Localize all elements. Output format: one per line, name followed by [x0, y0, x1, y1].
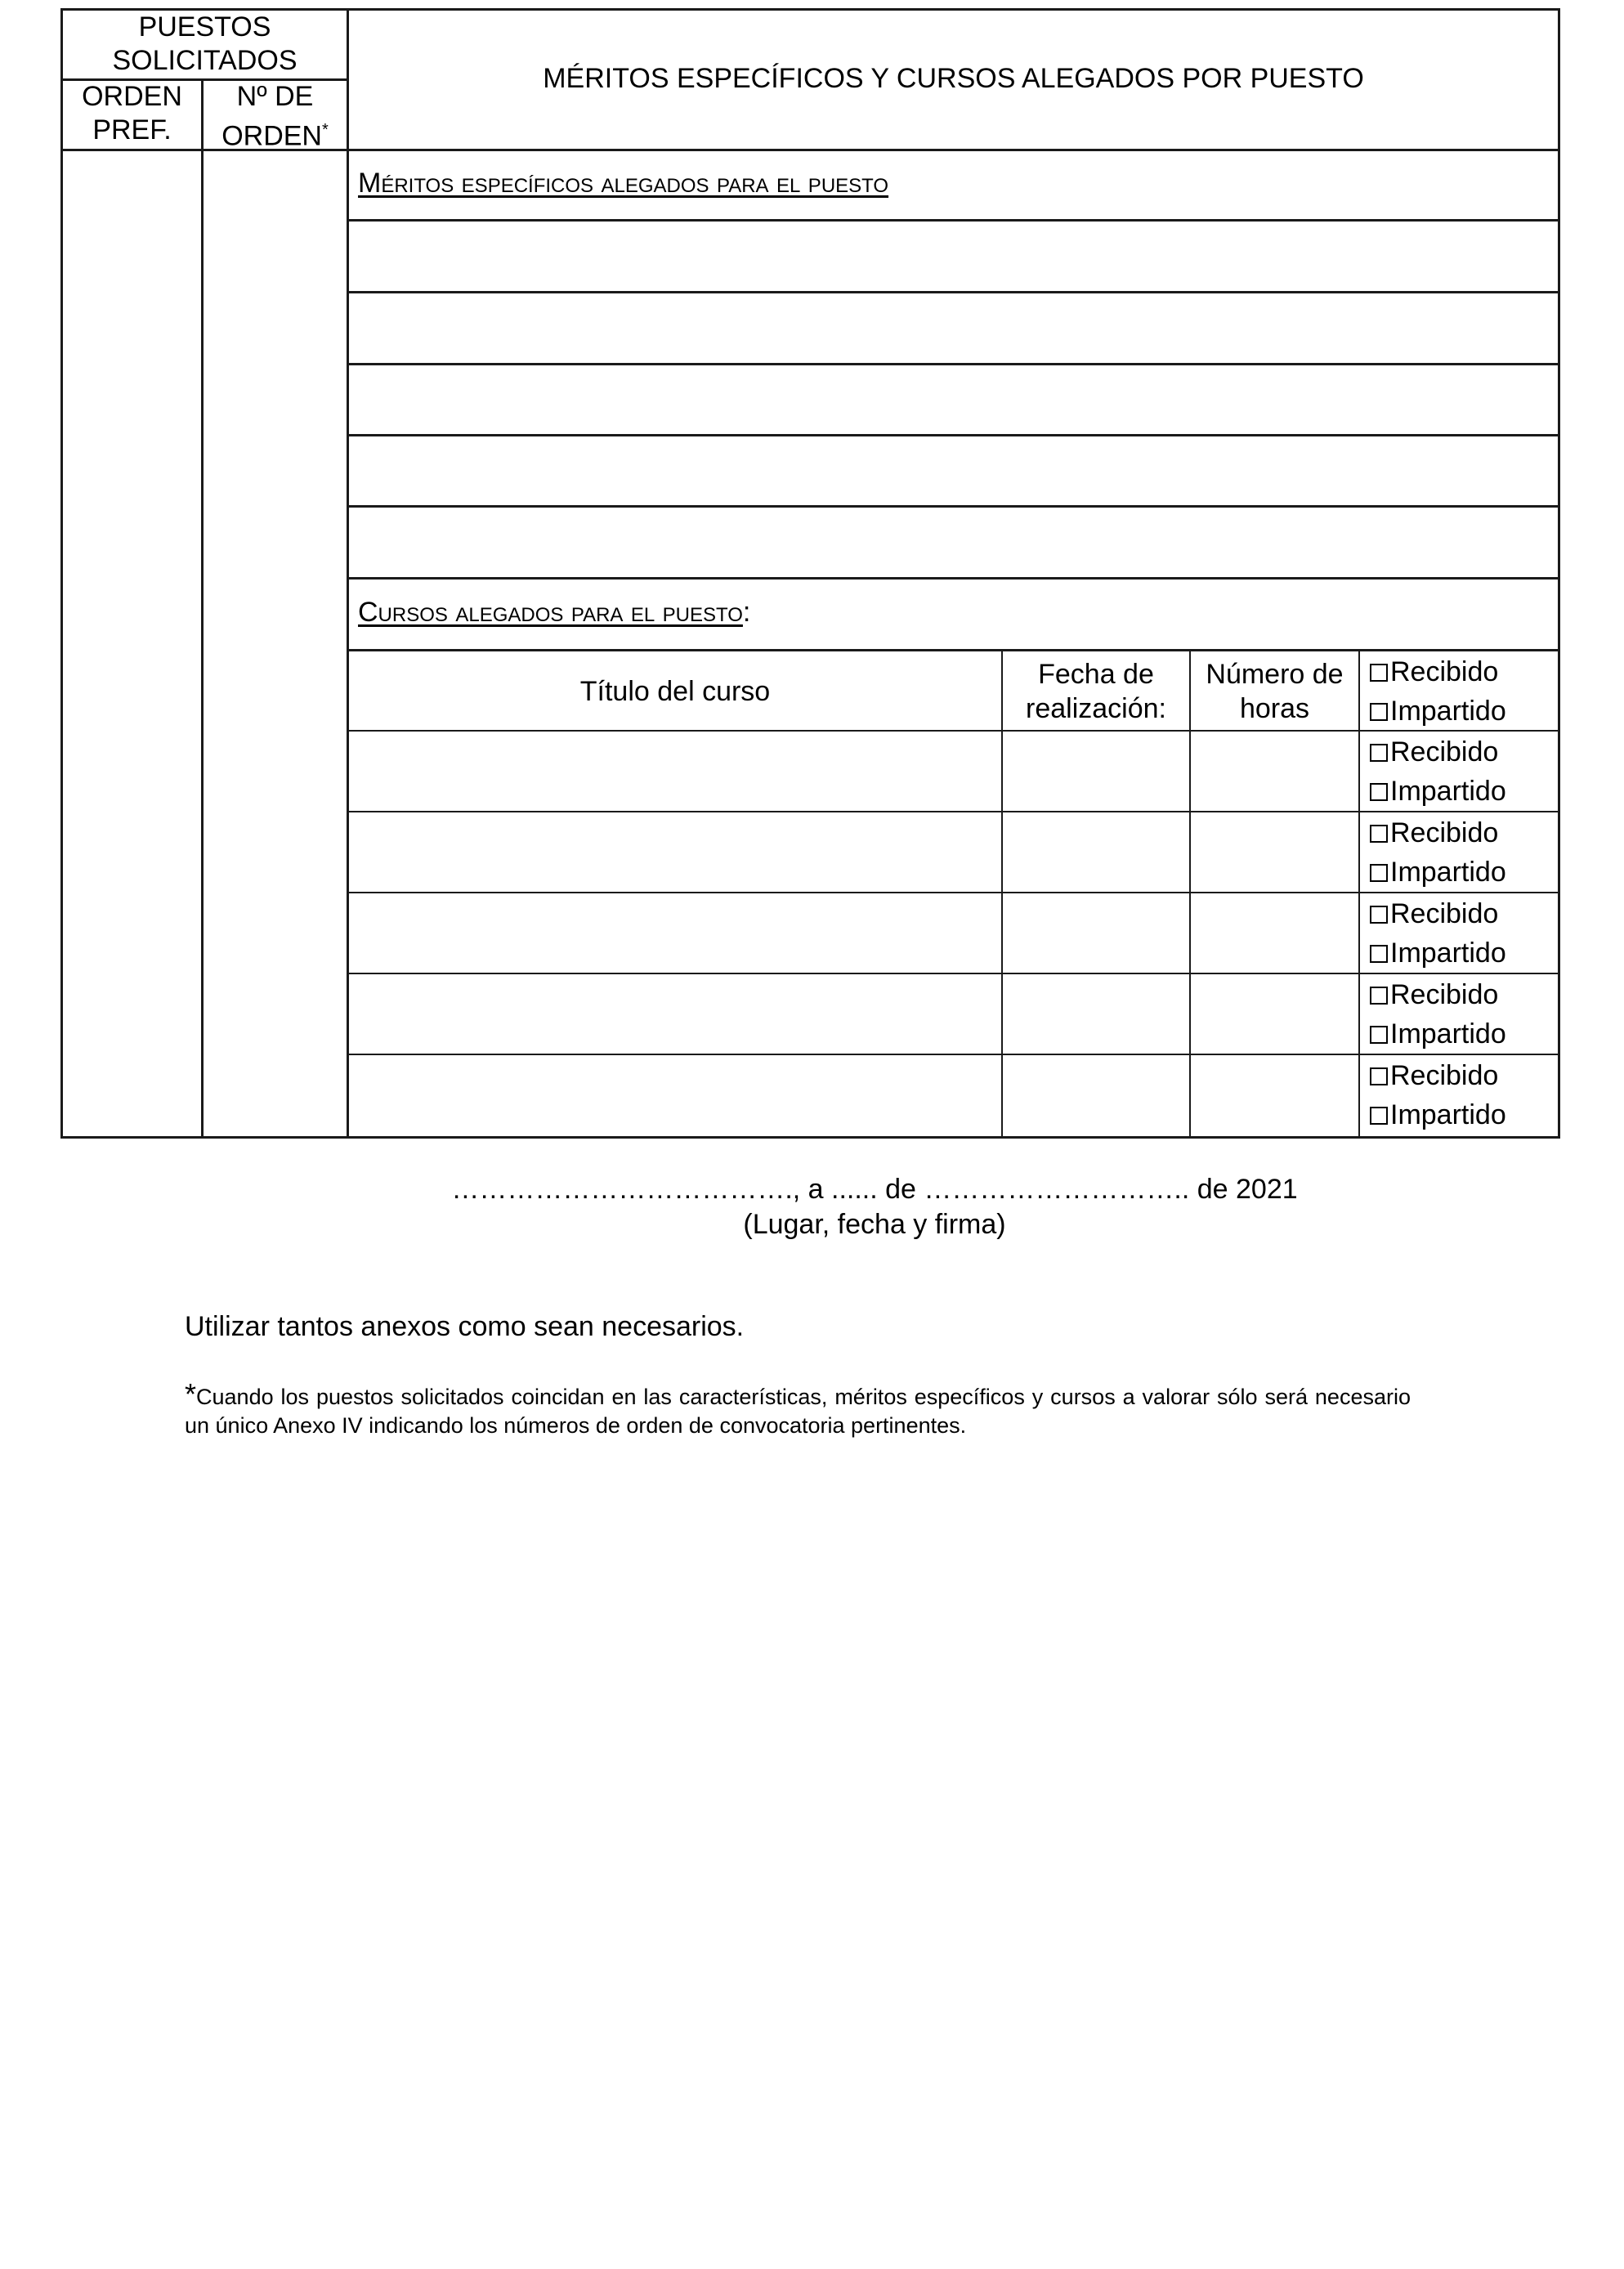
meritos-heading-label: Méritos específicos alegados para el puesto — [358, 168, 889, 199]
curso-fecha-cell[interactable] — [1003, 893, 1189, 973]
checkbox-icon[interactable] — [1370, 906, 1388, 924]
recibido-option[interactable]: Recibido — [1370, 978, 1506, 1012]
date-line-text: ………………………………., a ...... de ……………………….. de 2021 — [451, 1174, 1298, 1205]
orden-pref-header — [63, 80, 201, 147]
col-fecha-line1: Fecha de — [1038, 659, 1154, 690]
curso-horas-cell[interactable] — [1191, 1055, 1358, 1136]
col-horas-line2: horas — [1239, 693, 1310, 724]
curso-check-group — [1370, 1058, 1506, 1132]
merito-input-row-5[interactable] — [349, 508, 1558, 577]
checkbox-icon[interactable] — [1370, 825, 1388, 843]
impartido-option[interactable]: Impartido — [1370, 694, 1506, 728]
impartido-option[interactable]: Impartido — [1370, 1098, 1506, 1132]
col-horas-header — [1191, 657, 1358, 726]
footnote-mark: * — [185, 1377, 197, 1411]
recibido-option[interactable]: Recibido — [1370, 1058, 1506, 1093]
footnote-text: Cuando los puestos solicitados coincidan en las características, méritos específicos y cursos a valorar sólo será necesario un único Anexo IV indicando los números de orden de convocatoria pertinentes. — [185, 1385, 1411, 1438]
col-titulo-label: Título del curso — [579, 676, 771, 707]
curso-check-group — [1370, 897, 1506, 970]
curso-fecha-cell[interactable] — [1003, 812, 1189, 892]
curso-horas-cell[interactable] — [1191, 812, 1358, 892]
merito-input-row-1[interactable] — [349, 222, 1558, 291]
curso-fecha-cell[interactable] — [1003, 732, 1189, 811]
checkbox-icon[interactable] — [1370, 945, 1388, 963]
cursos-heading — [358, 597, 750, 629]
checkbox-icon[interactable] — [1370, 864, 1388, 882]
checkbox-icon[interactable] — [1370, 1067, 1388, 1085]
curso-titulo-cell[interactable] — [349, 812, 1001, 892]
annex-note-text: Utilizar tantos anexos como sean necesarios. — [185, 1311, 745, 1342]
asterisk-mark: * — [322, 121, 329, 139]
recibido-option[interactable]: Recibido — [1370, 655, 1506, 689]
orden-pref-line1: ORDEN — [82, 81, 182, 112]
checkbox-icon[interactable] — [1370, 783, 1388, 801]
recibido-option[interactable]: Recibido — [1370, 816, 1506, 850]
curso-fecha-cell[interactable] — [1003, 1055, 1189, 1136]
col-horas-line1: Número de — [1206, 659, 1344, 690]
main-title-label: MÉRITOS ESPECÍFICOS Y CURSOS ALEGADOS POR PUESTO — [543, 63, 1364, 94]
col-fecha-header — [1003, 657, 1189, 726]
checkbox-icon[interactable] — [1370, 744, 1388, 762]
checkbox-icon[interactable] — [1370, 987, 1388, 1005]
col-fecha-line2: realización: — [1026, 693, 1166, 724]
signature-date-line — [351, 1172, 1398, 1206]
merito-input-row-2[interactable] — [349, 293, 1558, 363]
impartido-option[interactable]: Impartido — [1370, 855, 1506, 889]
n-orden-line2: ORDEN* — [221, 120, 329, 152]
footnote — [185, 1377, 1411, 1440]
main-title — [349, 61, 1558, 96]
curso-titulo-cell[interactable] — [349, 974, 1001, 1054]
signature-caption — [351, 1207, 1398, 1242]
n-orden-header — [204, 80, 347, 153]
puestos-solicitados-label: PUESTOS SOLICITADOS — [112, 11, 298, 76]
meritos-heading — [358, 168, 888, 199]
recibido-option[interactable]: Recibido — [1370, 735, 1506, 769]
impartido-option[interactable]: Impartido — [1370, 936, 1506, 970]
merito-input-row-4[interactable] — [349, 436, 1558, 505]
orden-pref-line2: PREF. — [92, 114, 172, 145]
impartido-option[interactable]: Impartido — [1370, 1017, 1506, 1051]
checkbox-icon[interactable] — [1370, 1026, 1388, 1044]
cursos-heading-suffix: : — [742, 597, 751, 628]
checkbox-icon[interactable] — [1370, 664, 1388, 682]
curso-horas-cell[interactable] — [1191, 732, 1358, 811]
curso-titulo-cell[interactable] — [349, 893, 1001, 973]
annex-note — [185, 1309, 744, 1344]
checkbox-icon[interactable] — [1370, 703, 1388, 721]
curso-check-group — [1370, 816, 1506, 889]
cursos-heading-label: Cursos alegados para el puesto — [358, 597, 743, 628]
impartido-option[interactable]: Impartido — [1370, 774, 1506, 808]
curso-horas-cell[interactable] — [1191, 893, 1358, 973]
curso-horas-cell[interactable] — [1191, 974, 1358, 1054]
signature-caption-text: (Lugar, fecha y firma) — [743, 1209, 1006, 1240]
header-check-group — [1370, 655, 1506, 728]
curso-check-group — [1370, 978, 1506, 1051]
curso-check-group — [1370, 735, 1506, 808]
curso-titulo-cell[interactable] — [349, 732, 1001, 811]
curso-fecha-cell[interactable] — [1003, 974, 1189, 1054]
merito-input-row-3[interactable] — [349, 365, 1558, 434]
col-titulo-header — [349, 674, 1001, 709]
recibido-option[interactable]: Recibido — [1370, 897, 1506, 931]
checkbox-icon[interactable] — [1370, 1107, 1388, 1125]
curso-titulo-cell[interactable] — [349, 1055, 1001, 1136]
n-orden-line1: Nº DE — [236, 81, 314, 112]
puestos-solicitados-header — [63, 11, 347, 78]
